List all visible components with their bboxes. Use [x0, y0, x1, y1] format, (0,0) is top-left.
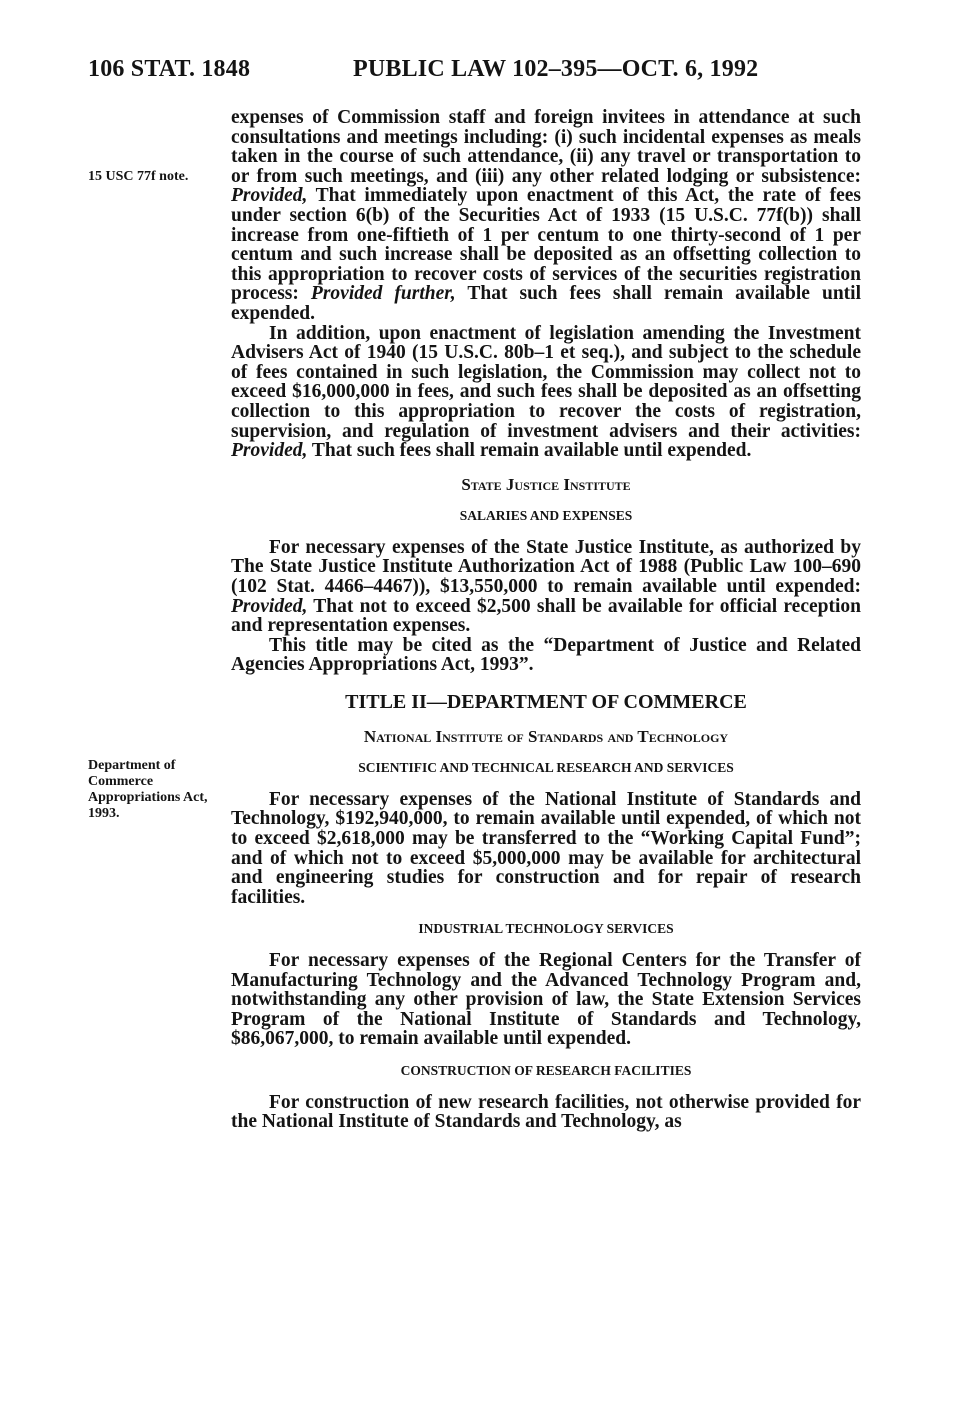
- heading-salaries-expenses: SALARIES AND EXPENSES: [459, 508, 633, 524]
- margin-note-usc: 15 USC 77f note.: [88, 169, 189, 184]
- paragraph-investment-advisers: [231, 324, 861, 461]
- margin-note-commerce-act: Department of Commerce Appropriations Act, 1993.: [88, 758, 208, 821]
- paragraph-commission-expenses: [231, 108, 861, 324]
- italic-provided: Provided,: [231, 595, 308, 617]
- italic-provided: Provided,: [231, 440, 308, 462]
- heading-scientific-research: SCIENTIFIC AND TECHNICAL RESEARCH AND SERVICES: [358, 760, 734, 776]
- text-run: In addition, upon enactment of legislation amending the Investment Advisers Act of 1940 (15 U.S.C. 80b–1 et seq.), and subject to the schedule of fees contained in such legislation, the Commission may collect not to exceed $16,000,000 in fees, and such fees shall be deposited as an offsetting collection to this appropriation to recover the costs of registration, supervision, and regulation of investment advisers and their activities:: [231, 322, 861, 442]
- text-run: For necessary expenses of the State Justice Institute, as authorized by The State Justice Institute Authorization Act of 1988 (Public Law 100–690 (102 Stat. 4466–4467)), $13,550,000 to remain available until expended:: [231, 536, 861, 598]
- paragraph-state-justice: [231, 538, 861, 636]
- paragraph-construction: For construction of new research facilities, not otherwise provided for the National Institute of Standards and Technology, as: [231, 1091, 861, 1133]
- text-run: That such fees shall remain available until expended.: [307, 440, 752, 462]
- paragraph-title-citation: This title may be cited as the “Department of Justice and Related Agencies Appropriations Act, 1993”.: [231, 634, 861, 676]
- running-head-stat: 106 STAT. 1848: [88, 56, 251, 82]
- paragraph-regional-centers: For necessary expenses of the Regional Centers for the Transfer of Manufacturing Technology and the Advanced Technology Program and, notwithstanding any other provision of law, the State Extension Services Program of the National Institute of Standards and Technology, $86,067,000, to remain available until expended.: [231, 949, 861, 1050]
- text-run: That not to exceed $2,500 shall be available for official reception and representation expenses.: [231, 595, 861, 637]
- heading-industrial-technology: INDUSTRIAL TECHNOLOGY SERVICES: [418, 921, 674, 937]
- paragraph-nist-expenses: For necessary expenses of the National Institute of Standards and Technology, $192,940,000, to remain available until expended, of which not to exceed $2,618,000 may be transferred to the “Working Capital Fund”; and of which not to exceed $5,000,000 may be available for architectural and engineering studies for construction and for repair of research facilities.: [231, 788, 861, 908]
- body-text: [231, 108, 861, 1132]
- text-run: That immediately upon enactment of this Act, the rate of fees under section 6(b) of the Securities Act of 1933 (15 U.S.C. 77f(b)) shall increase from one-fiftieth of 1 per centum to one thirty-second of 1 per centum and such increase shall be deposited as an offsetting collection to this appropriation to recover costs of services of the securities registration process:: [231, 185, 861, 305]
- text-run: expenses of Commission staff and foreign invitees in attendance at such consultations and meetings including: (i) such incidental expenses as meals taken in the course of such attendance, (ii) any travel or transportation to or from such meetings, and (iii) any other related lodging or subsistence:: [231, 107, 861, 187]
- heading-nist: National Institute of Standards and Technology: [363, 726, 729, 746]
- italic-provided: Provided,: [231, 185, 308, 207]
- italic-provided-further: Provided further,: [310, 283, 456, 305]
- title-commerce: TITLE II—DEPARTMENT OF COMMERCE: [345, 691, 747, 714]
- heading-construction: CONSTRUCTION OF RESEARCH FACILITIES: [400, 1062, 692, 1078]
- running-head-law: PUBLIC LAW 102–395—OCT. 6, 1992: [353, 56, 759, 82]
- heading-state-justice-institute: State Justice Institute: [461, 474, 631, 494]
- text-run: That such fees shall remain available until expended.: [231, 283, 861, 324]
